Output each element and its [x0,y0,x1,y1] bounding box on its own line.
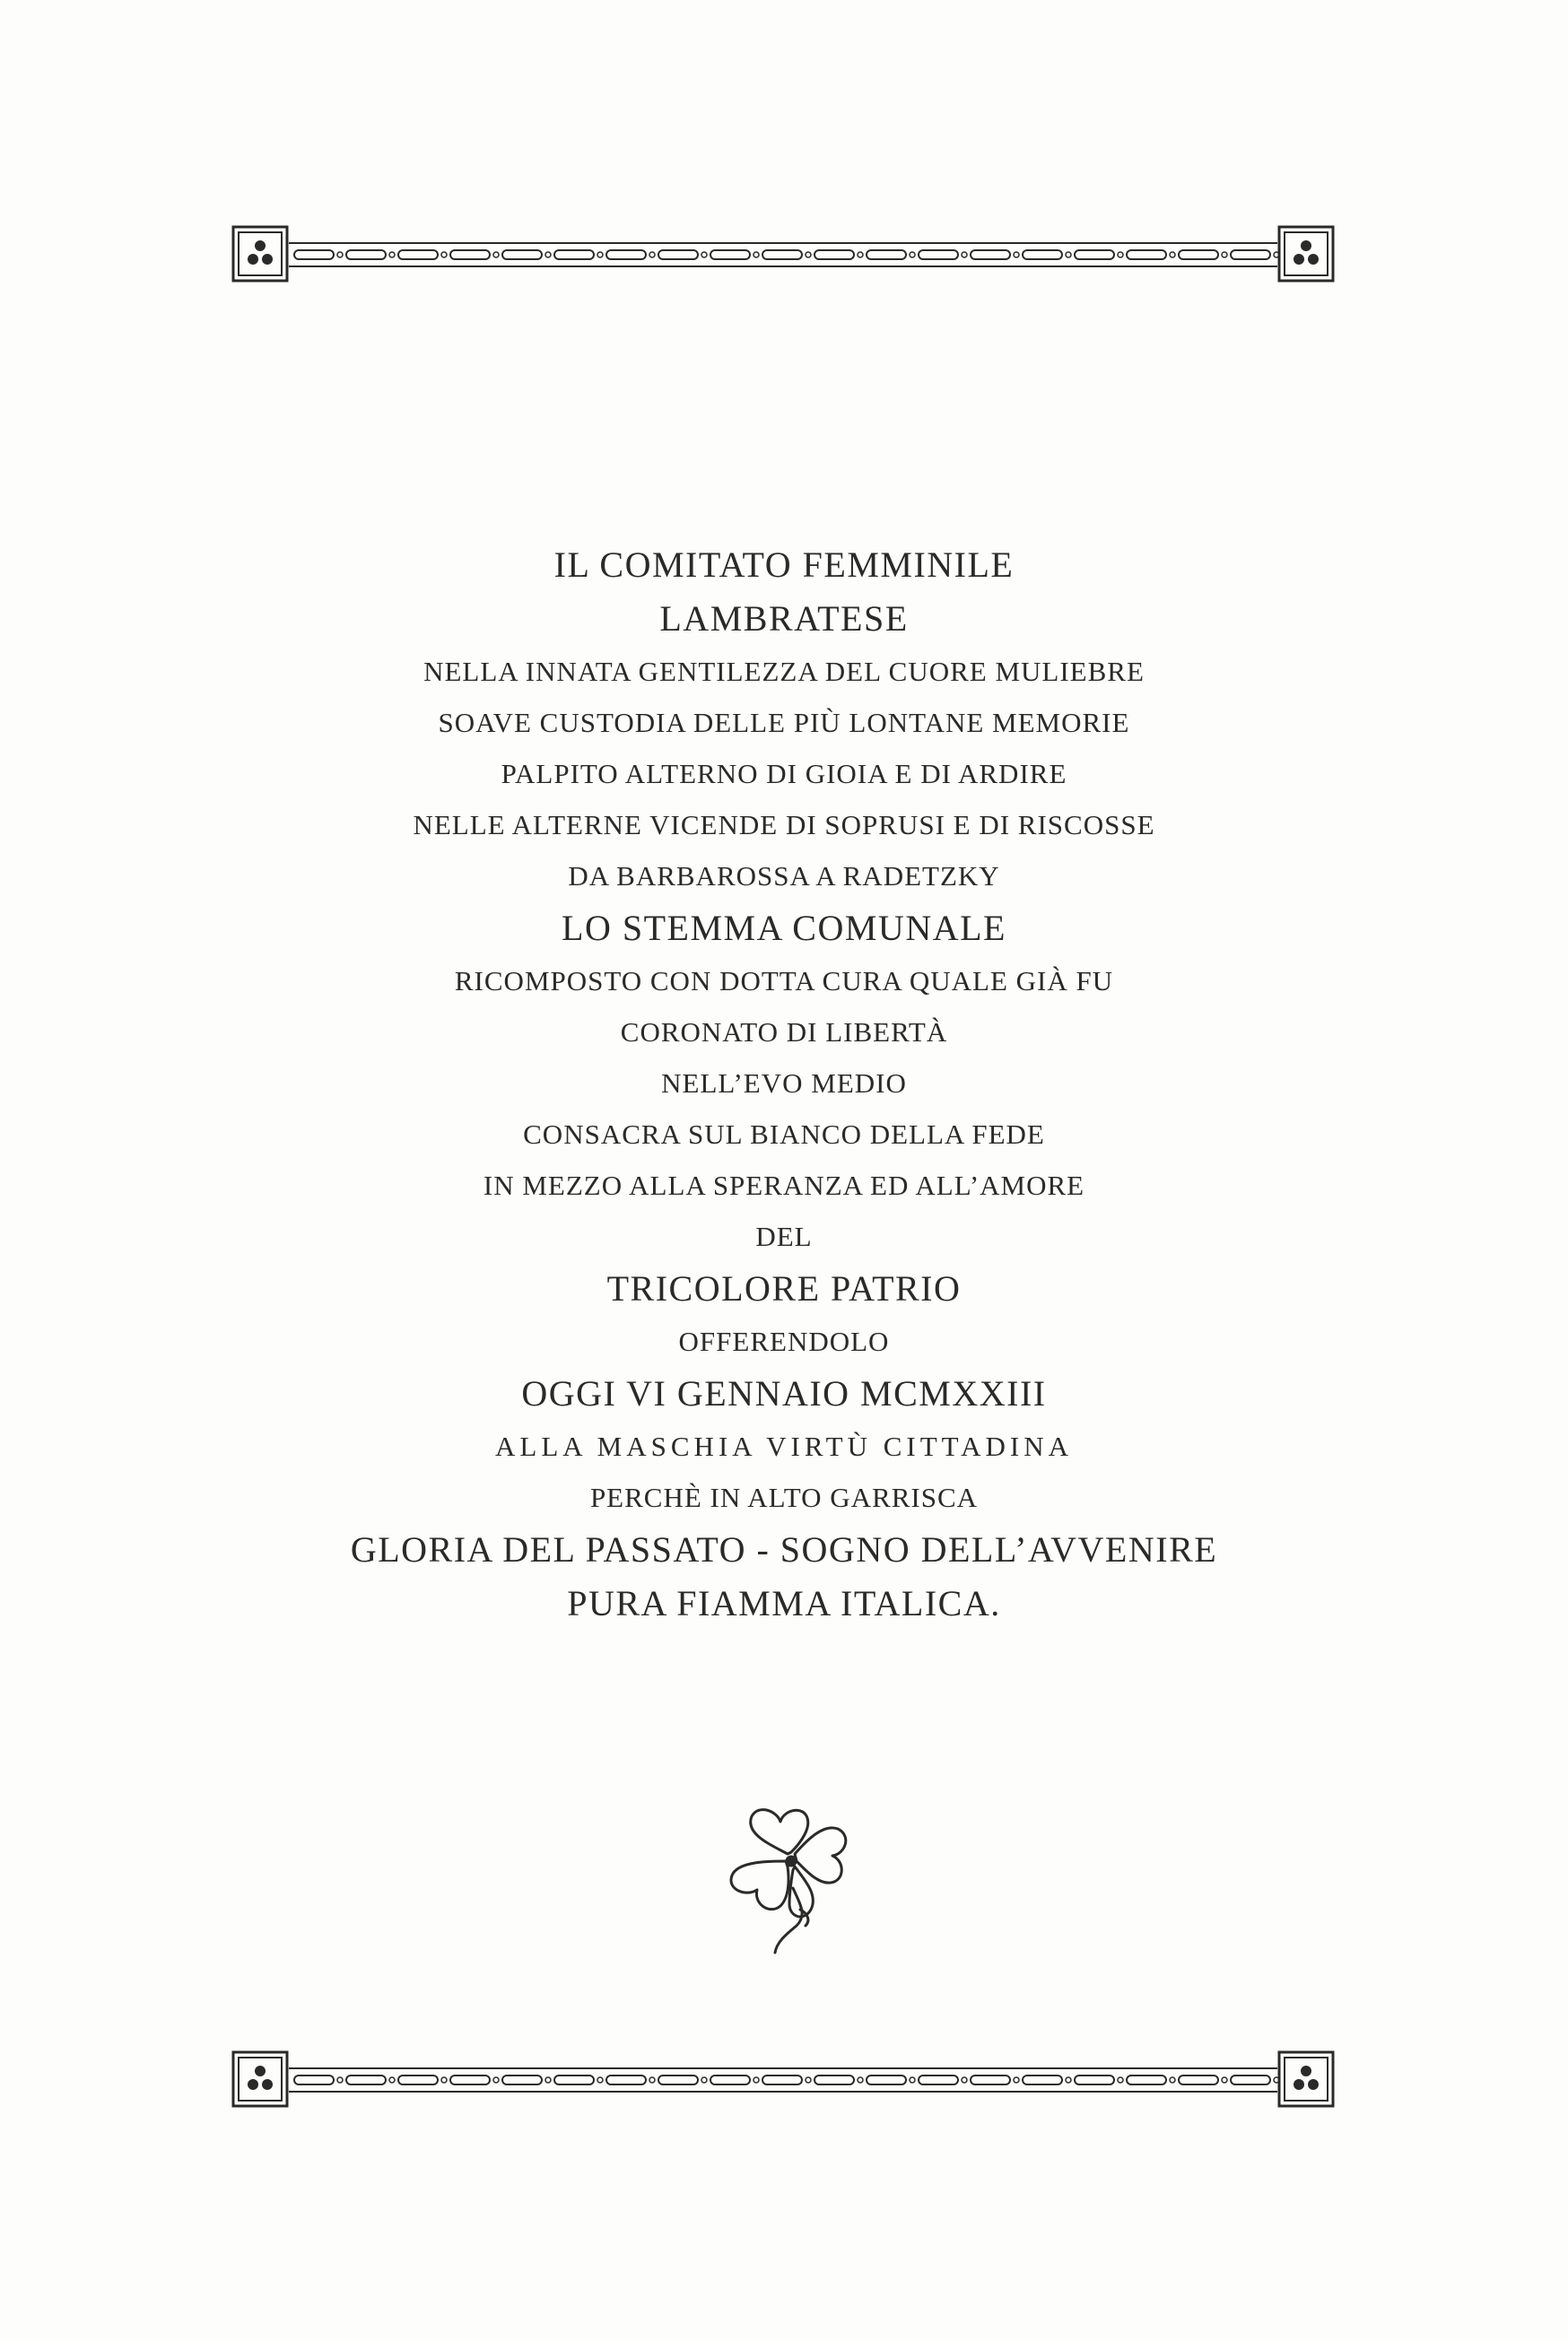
text-line: IL COMITATO FEMMINILE [553,544,1015,585]
text-line: PALPITO ALTERNO DI GIOIA E DI ARDIRE [501,758,1067,789]
trefoil-corner-icon [233,2052,287,2106]
text-line: RICOMPOSTO CON DOTTA CURA QUALE GIÀ FU [454,965,1114,996]
chain-border-ornament [294,2076,1279,2084]
text-line: PERCHÈ IN ALTO GARRISCA [589,1482,979,1513]
text-line: NELLA INNATA GENTILEZZA DEL CUORE MULIEBRE [423,656,1145,687]
bottom-border-ornament [231,2045,1335,2117]
text-line: TRICOLORE PATRIO [606,1268,962,1309]
text-line: DA BARBAROSSA A RADETZKY [568,860,1000,892]
text-line: LO STEMMA COMUNALE [562,908,1006,948]
dedication-text [156,538,1412,1631]
top-border-ornament [231,220,1335,292]
chain-border-ornament [294,250,1279,259]
text-line: NELLE ALTERNE VICENDE DI SOPRUSI E DI RISCOSSE [413,809,1155,840]
text-line: PURA FIAMMA ITALICA. [567,1583,1001,1623]
text-line: NELL’EVO MEDIO [661,1067,907,1099]
text-line: IN MEZZO ALLA SPERANZA ED ALL’AMORE [483,1170,1085,1201]
text-line: LAMBRATESE [659,598,909,639]
trefoil-corner-icon [1279,227,1333,281]
text-line: OGGI VI GENNAIO MCMXXIII [521,1373,1047,1414]
text-line: SOAVE CUSTODIA DELLE PIÙ LONTANE MEMORIE [438,707,1130,738]
text-line: DEL [755,1221,813,1252]
trefoil-corner-icon [233,227,287,281]
text-line: CONSACRA SUL BIANCO DELLA FEDE [523,1118,1045,1150]
text-line: GLORIA DEL PASSATO - SOGNO DELL’AVVENIRE [350,1529,1218,1570]
text-line: OFFERENDOLO [678,1326,890,1357]
trefoil-corner-icon [1279,2052,1333,2106]
four-leaf-clover-icon [718,1798,861,1955]
text-line: ALLA MASCHIA VIRTÙ CITTADINA [495,1431,1073,1462]
text-line: CORONATO DI LIBERTÀ [620,1016,948,1048]
